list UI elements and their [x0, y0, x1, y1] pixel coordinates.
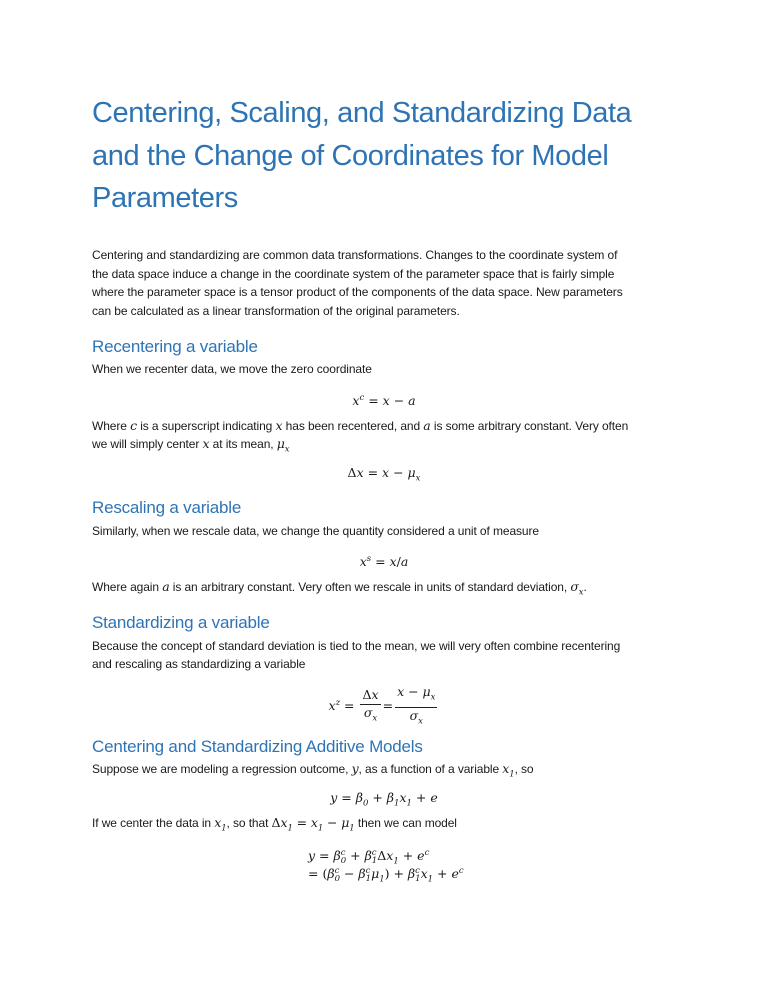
math-symbol: [386, 790, 400, 809]
math-base: x: [502, 761, 510, 776]
math-base: μ: [341, 815, 350, 830]
math-symbol: [502, 761, 515, 780]
equation-linear-model: [0, 789, 768, 813]
math-subscript: 1: [349, 823, 355, 834]
text-run: , as a function of a variable: [358, 762, 503, 776]
math-base: a: [400, 554, 409, 570]
paragraph-line: [92, 522, 539, 540]
math-base: β: [327, 866, 335, 882]
math-symbol: [357, 465, 364, 480]
heading-recentering: Recentering a variable: [92, 337, 258, 356]
math-symbol: [372, 687, 379, 702]
math-base: y: [330, 790, 338, 805]
equation-rescale: [0, 550, 768, 571]
math-base: a: [162, 579, 170, 594]
math-symbol: [420, 866, 434, 885]
math-base: β: [386, 790, 395, 805]
text-run: is some arbitrary constant. Very often: [430, 419, 629, 433]
text-run: , so that: [226, 816, 272, 830]
math-superscript: c: [340, 847, 346, 858]
math-operator: =: [340, 697, 359, 713]
math-base: x: [310, 815, 318, 830]
math-symbol: [408, 393, 415, 408]
text-run: we will simply center: [92, 437, 203, 451]
math-symbol: [162, 579, 169, 594]
math-symbol: [276, 436, 290, 455]
math-symbol: [451, 866, 463, 881]
math-operator: +: [398, 848, 418, 864]
fraction-numerator: [360, 687, 380, 705]
math-operator: Δ: [347, 465, 357, 480]
heading-additive-models: Centering and Standardizing Additive Models: [92, 737, 423, 756]
text-run: then we can model: [354, 816, 457, 830]
math-operator: +: [346, 848, 365, 864]
math-subscript: 0: [334, 873, 340, 884]
math-subscript: 1: [509, 769, 515, 780]
math-symbol: [390, 554, 397, 569]
intro-paragraph-line: [92, 302, 460, 320]
math-symbol: [329, 698, 341, 713]
math-base: x: [397, 684, 405, 699]
math-base: e: [451, 866, 459, 882]
math-operator: +: [433, 866, 452, 882]
text-run: Suppose we are modeling a regression outcome,: [92, 762, 352, 776]
math-base: x: [371, 686, 379, 702]
math-symbol: [423, 418, 430, 433]
math-operator: =: [382, 697, 394, 713]
math-operator: −: [404, 684, 423, 699]
math-symbol: [430, 790, 437, 805]
math-symbol: [401, 554, 408, 569]
equation-centered-model-line2: [308, 862, 464, 889]
text-run: Similarly, when we rescale data, we change the quantity considered a unit of measure: [92, 524, 539, 538]
math-subscript: x: [372, 713, 378, 724]
intro-paragraph-line: [92, 246, 617, 264]
math-base: a: [423, 418, 431, 433]
math-symbol: [407, 465, 421, 484]
math-operator: Δ: [362, 686, 372, 702]
math-base: e: [417, 848, 425, 864]
math-base: x: [399, 790, 407, 805]
math-base: β: [407, 866, 416, 882]
math-base: x: [202, 436, 210, 451]
text-run: at its mean,: [209, 437, 277, 451]
math-base: x: [359, 554, 367, 570]
equation-delta-x: [0, 464, 768, 488]
math-symbol: [399, 790, 412, 809]
math-superscript: c: [424, 848, 430, 858]
intro-paragraph-line: [92, 283, 623, 301]
text-run: Where again: [92, 580, 163, 594]
math-operator: Δ: [377, 848, 387, 864]
math-operator: ) +: [384, 866, 408, 882]
math-base: c: [130, 418, 137, 433]
text-run: the data space induce a change in the coordinate system of the parameter space that is fairly simple: [92, 267, 615, 281]
text-run: can be calculated as a linear transformation of the original parameters.: [92, 304, 460, 318]
math-base: x: [389, 554, 397, 570]
intro-paragraph-line: [92, 265, 614, 283]
math-subscript: 1: [406, 798, 412, 809]
math-subscript: 1: [393, 856, 399, 867]
math-operator: −: [323, 815, 342, 830]
math-subscript: 0: [340, 855, 347, 866]
document-title-line: Parameters: [92, 182, 238, 214]
math-operator: +: [411, 790, 431, 805]
math-subscript: 1: [371, 855, 378, 866]
math-symbol: [363, 704, 378, 724]
math-symbol: [355, 790, 369, 809]
math-base: x: [356, 465, 364, 480]
math-base: σ: [363, 704, 373, 720]
text-run: If we center the data in: [92, 816, 215, 830]
math-subscript: x: [418, 716, 423, 726]
text-run: , so: [514, 762, 534, 776]
math-base: x: [214, 815, 222, 830]
math-base: β: [333, 848, 341, 864]
math-base: β: [358, 866, 366, 882]
equation-recenter: [0, 389, 768, 410]
math-superscript: s: [366, 554, 372, 564]
fraction: [395, 684, 437, 729]
math-subscript: 1: [415, 873, 421, 884]
math-symbol: [333, 847, 347, 866]
paragraph-line: [92, 814, 457, 832]
math-subscript: 1: [287, 823, 293, 834]
heading-rescaling: Rescaling a variable: [92, 498, 242, 517]
math-base: x: [382, 393, 390, 409]
math-symbol: [280, 815, 293, 834]
math-symbol: [352, 393, 364, 408]
math-operator: −: [389, 393, 409, 409]
math-operator: = (: [308, 866, 328, 882]
text-run: Centering and standardizing are common data transformations. Changes to the coordinate system of: [92, 248, 618, 262]
math-symbol: [422, 684, 436, 703]
text-run: Because the concept of standard deviation is tied to the mean, we will very often combine recentering: [92, 639, 621, 653]
math-subscript: x: [415, 473, 421, 484]
math-operator: =: [363, 465, 383, 480]
math-symbol: [371, 866, 385, 885]
math-operator: =: [371, 554, 390, 570]
math-symbol: [310, 815, 324, 834]
fraction-numerator: [395, 684, 437, 708]
math-symbol: [327, 865, 340, 884]
math-superscript: c: [458, 866, 464, 876]
math-superscript: c: [371, 847, 377, 858]
math-operator: −: [339, 866, 359, 882]
paragraph-line: [92, 637, 620, 655]
math-base: β: [355, 790, 363, 805]
math-base: x: [328, 697, 336, 713]
math-base: x: [382, 465, 390, 480]
math-base: x: [352, 393, 360, 409]
math-base: μ: [276, 436, 285, 451]
text-run: When we recenter data, we move the zero coordinate: [92, 362, 372, 376]
text-run: has been recentered, and: [282, 419, 424, 433]
math-base: σ: [409, 707, 419, 723]
math-operator: =: [315, 848, 334, 864]
math-subscript: 1: [394, 798, 400, 809]
math-symbol: [358, 865, 372, 884]
math-base: a: [408, 393, 416, 409]
math-base: μ: [371, 866, 380, 882]
math-symbol: [130, 418, 137, 433]
math-base: x: [280, 815, 288, 830]
math-subscript: x: [284, 444, 290, 455]
math-symbol: [386, 848, 399, 867]
paragraph-line: [92, 417, 628, 435]
math-symbol: [308, 848, 315, 863]
math-subscript: 1: [379, 874, 385, 885]
text-run: where the parameter space is a tensor product of the components of the data space. New parameters: [92, 285, 623, 299]
text-run: Where: [92, 419, 131, 433]
math-base: β: [364, 848, 372, 864]
heading-standardizing: Standardizing a variable: [92, 613, 270, 632]
math-operator: =: [337, 790, 356, 805]
math-operator: =: [364, 393, 383, 409]
math-symbol: [383, 393, 390, 408]
text-run: is an arbitrary constant. Very often we rescale in units of standard deviation,: [169, 580, 571, 594]
math-base: μ: [422, 684, 431, 699]
math-base: x: [275, 418, 283, 433]
paragraph-line: [92, 435, 289, 453]
text-run: and rescaling as standardizing a variable: [92, 657, 306, 671]
paragraph-line: [92, 760, 534, 778]
document-title-line: Centering, Scaling, and Standardizing Data: [92, 97, 632, 129]
math-superscript: c: [359, 393, 365, 403]
math-subscript: x: [430, 692, 436, 703]
math-base: σ: [570, 579, 579, 594]
math-subscript: x: [578, 587, 584, 598]
math-operator: /: [396, 554, 401, 570]
math-operator: =: [292, 815, 311, 830]
math-base: x: [386, 848, 394, 864]
math-base: y: [351, 761, 359, 776]
math-subscript: 1: [317, 823, 324, 834]
text-run: .: [583, 580, 587, 594]
fraction-denominator: [395, 708, 437, 730]
paragraph-line: [92, 655, 305, 673]
math-symbol: [364, 847, 378, 866]
math-base: x: [420, 866, 428, 882]
paragraph-line: [92, 578, 587, 596]
math-symbol: [360, 554, 371, 569]
math-base: e: [430, 790, 438, 805]
math-symbol: [407, 865, 421, 884]
math-symbol: [214, 815, 227, 834]
math-superscript: c: [334, 865, 340, 876]
math-subscript: 1: [427, 874, 434, 885]
math-subscript: 0: [362, 798, 369, 809]
equation-standardize: [0, 684, 768, 729]
document-title-line: and the Change of Coordinates for Model: [92, 140, 609, 172]
math-symbol: [341, 815, 355, 834]
math-symbol: [352, 761, 359, 776]
text-run: is a superscript indicating: [136, 419, 276, 433]
math-base: y: [308, 848, 316, 864]
math-symbol: [409, 707, 423, 726]
math-superscript: c: [365, 865, 371, 876]
math-base: μ: [407, 465, 416, 480]
math-operator: +: [368, 790, 387, 805]
fraction: [360, 687, 380, 727]
math-symbol: [570, 579, 584, 598]
math-subscript: 1: [365, 873, 372, 884]
math-subscript: 1: [221, 823, 227, 834]
math-symbol: [417, 848, 429, 863]
math-superscript: c: [415, 865, 420, 876]
paragraph-line: [92, 360, 372, 378]
math-operator: −: [389, 465, 408, 480]
fraction-denominator: [360, 705, 380, 727]
math-operator: Δ: [271, 815, 281, 830]
math-superscript: z: [335, 697, 341, 708]
